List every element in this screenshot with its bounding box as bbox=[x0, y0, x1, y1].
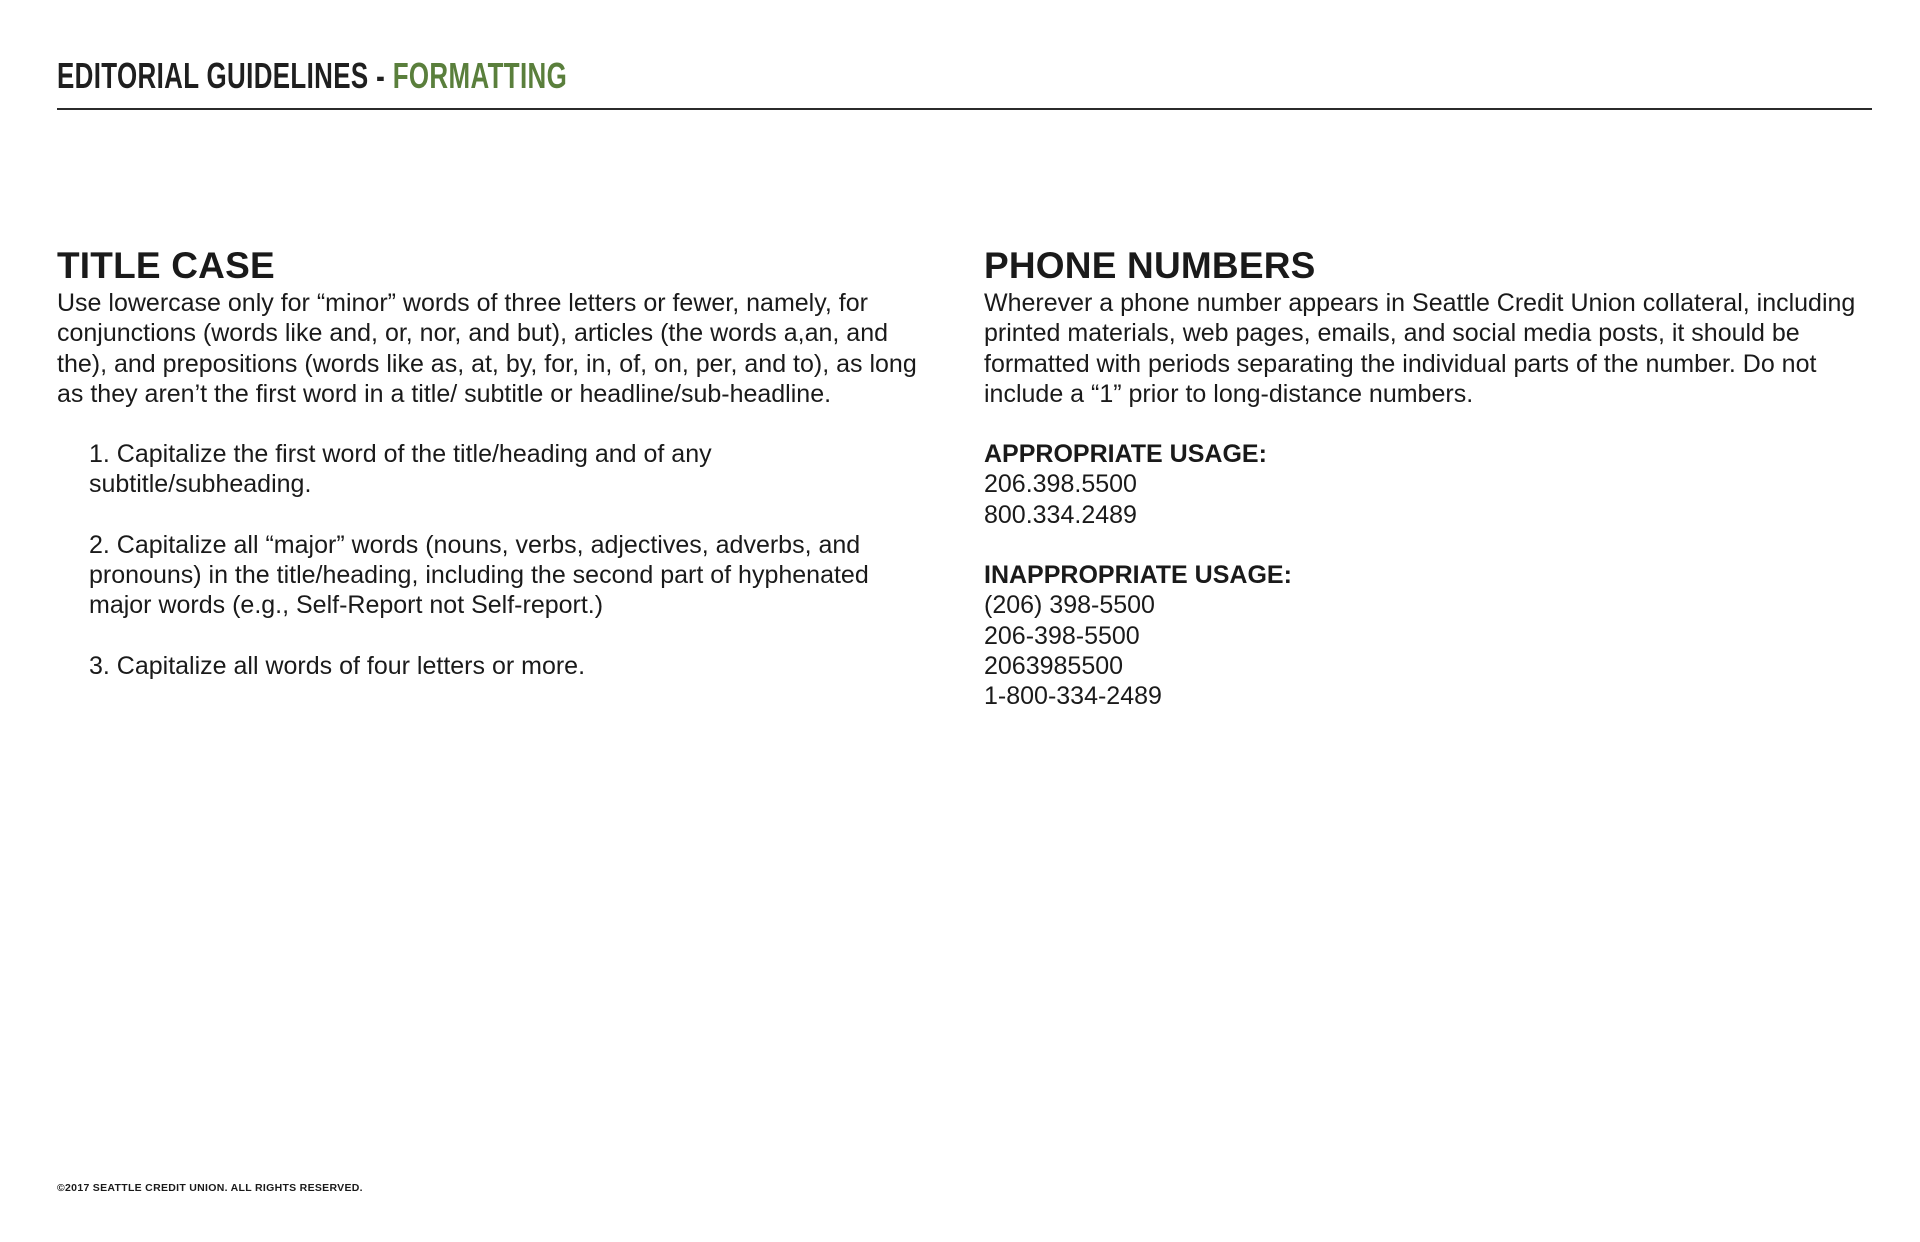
copyright-footer: ©2017 SEATTLE CREDIT UNION. ALL RIGHTS RESERVED. bbox=[57, 1182, 363, 1194]
phone-numbers-intro: Wherever a phone number appears in Seattle Credit Union collateral, including printed materials, web pages, emails, and social media posts, it should be formatted with periods separating the individual parts of the number. Do not include a “1” prior to long-distance numbers. bbox=[984, 289, 1856, 408]
title-case-heading: TITLE CASE bbox=[57, 245, 275, 286]
page-title-accent: FORMATTING bbox=[392, 55, 568, 96]
page-title-main: EDITORIAL GUIDELINES bbox=[57, 55, 369, 96]
page-title-separator: - bbox=[376, 55, 386, 96]
inappropriate-usage-block bbox=[984, 560, 1874, 711]
appropriate-usage-label: APPROPRIATE USAGE: bbox=[984, 440, 1267, 469]
title-case-section bbox=[57, 244, 937, 711]
appropriate-usage-list bbox=[984, 469, 1874, 530]
inappropriate-usage-list bbox=[984, 590, 1874, 711]
title-case-intro: Use lowercase only for “minor” words of three letters or fewer, namely, for conjunctions (words like and, or, nor, and but), articles (the words a,an, and the), and prepositions (words like as, at, by, for, in, of, on, per, and to), as long as they aren’t the first word in a title/ subtitle or headline/sub-headline. bbox=[57, 289, 917, 408]
appropriate-usage-block bbox=[984, 439, 1874, 530]
page-title bbox=[57, 56, 567, 96]
inappropriate-number: 1-800-334-2489 bbox=[984, 682, 1162, 711]
inappropriate-usage-label: INAPPROPRIATE USAGE: bbox=[984, 561, 1292, 590]
inappropriate-number: 2063985500 bbox=[984, 651, 1124, 680]
inappropriate-number: (206) 398-5500 bbox=[984, 591, 1155, 620]
appropriate-number: 800.334.2489 bbox=[984, 500, 1137, 529]
title-case-rules bbox=[57, 439, 937, 681]
appropriate-number: 206.398.5500 bbox=[984, 470, 1137, 499]
inappropriate-number: 206-398-5500 bbox=[984, 621, 1140, 650]
title-case-rule: 3. Capitalize all words of four letters or more. bbox=[89, 651, 586, 680]
phone-numbers-heading: PHONE NUMBERS bbox=[984, 245, 1316, 286]
phone-numbers-section bbox=[984, 244, 1874, 712]
page-header bbox=[57, 50, 1872, 110]
title-case-rule: 2. Capitalize all “major” words (nouns, verbs, adjectives, adverbs, and pronouns) in the title/heading, including the second part of hyphenated major words (e.g., Self-Report not Self-report.) bbox=[89, 530, 869, 620]
title-case-rule: 1. Capitalize the first word of the title/heading and of any subtitle/subheading. bbox=[89, 440, 712, 499]
